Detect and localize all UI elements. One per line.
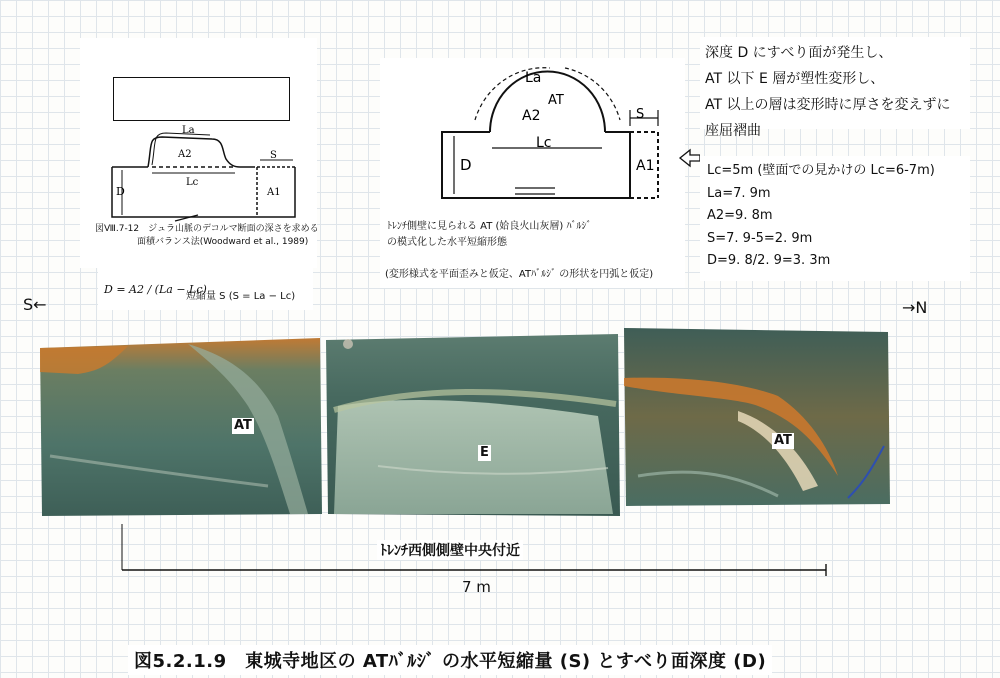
reference-deformed-block-diagram xyxy=(100,125,310,225)
photo-label-e-layer: E xyxy=(480,445,489,460)
at-bulge-model-diagram xyxy=(430,60,700,210)
param-s: S=7. 9-5=2. 9m xyxy=(707,230,813,246)
ref-s-label: S xyxy=(270,150,277,161)
description-line2: AT 以下 E 層が塑性変形し、 xyxy=(705,71,885,87)
ref-caption-line1: 図Ⅷ.7-12 ジュラ山脈のデコルマ断面の深さを求める xyxy=(95,224,319,234)
trench-wall-photo-mosaic xyxy=(38,326,898,521)
model-d-label: D xyxy=(460,156,472,174)
model-figure-caption xyxy=(387,219,592,251)
param-d: D=9. 8/2. 9=3. 3m xyxy=(707,253,831,268)
depth-formula: D = A2 / (La − Lc) xyxy=(104,283,207,296)
north-direction-label: →N xyxy=(902,298,928,317)
description-line3: AT 以上の層は変形時に厚さを変えずに xyxy=(705,97,951,113)
location-label: ﾄﾚﾝﾁ西側側壁中央付近 xyxy=(377,540,523,560)
ref-slip-arrow xyxy=(175,215,198,221)
model-s-label: S xyxy=(636,107,645,122)
e-layer-middle xyxy=(334,400,613,514)
param-la: La=7. 9m xyxy=(707,185,771,201)
model-caption-line1: ﾄﾚﾝﾁ側壁に見られる AT (姶良火山灰層) ﾊﾞﾙｼﾞ xyxy=(387,221,592,232)
model-a1-label: A1 xyxy=(636,158,655,174)
south-direction-label: S← xyxy=(23,295,47,314)
ref-a1-label: A1 xyxy=(267,187,281,198)
figure-title: 図5.2.1.9 東城寺地区の ATﾊﾞﾙｼﾞ の水平短縮量 (S) とすべり面深度 (D) xyxy=(128,645,772,675)
reference-undeformed-block xyxy=(113,77,290,121)
ref-a2-label: A2 xyxy=(178,149,192,160)
deformation-description xyxy=(705,40,951,144)
shortening-definition: 短縮量 S (S = La − Lc) xyxy=(186,291,296,302)
parameter-list xyxy=(707,160,935,273)
param-lc: Lc=5m (壁面での見かけの Lc=6-7m) xyxy=(707,163,935,178)
ref-bulge-outline xyxy=(148,137,240,167)
ref-d-label: D xyxy=(116,185,125,198)
model-la-label: La xyxy=(525,70,542,86)
model-caption-line2: の模式化した水平短縮形態 xyxy=(387,237,507,248)
reference-figure-caption xyxy=(95,223,319,249)
scale-bar xyxy=(110,520,840,580)
scale-label: 7 m xyxy=(462,578,491,596)
gravel-surface xyxy=(343,339,353,349)
ref-caption-line2: 面積バランス法(Woodward et al., 1989) xyxy=(137,237,309,247)
ref-lc-label: Lc xyxy=(186,177,199,188)
param-a2: A2=9. 8m xyxy=(707,208,773,223)
ref-la-label: La xyxy=(182,125,195,136)
model-lc-label: Lc xyxy=(536,135,552,151)
photo-section-right xyxy=(624,328,890,506)
photo-label-at-right: AT xyxy=(774,433,792,448)
description-line1: 深度 D にすべり面が発生し、 xyxy=(705,45,893,61)
description-line4: 座屈褶曲 xyxy=(705,123,761,139)
compression-arrow-icon xyxy=(680,150,700,166)
model-a2-label: A2 xyxy=(522,108,541,124)
model-assumption-note: (変形様式を平面歪みと仮定、ATﾊﾞﾙｼﾞ の形状を円弧と仮定) xyxy=(385,269,654,280)
photo-label-at-left: AT xyxy=(234,418,252,433)
model-at-label: AT xyxy=(548,93,564,108)
